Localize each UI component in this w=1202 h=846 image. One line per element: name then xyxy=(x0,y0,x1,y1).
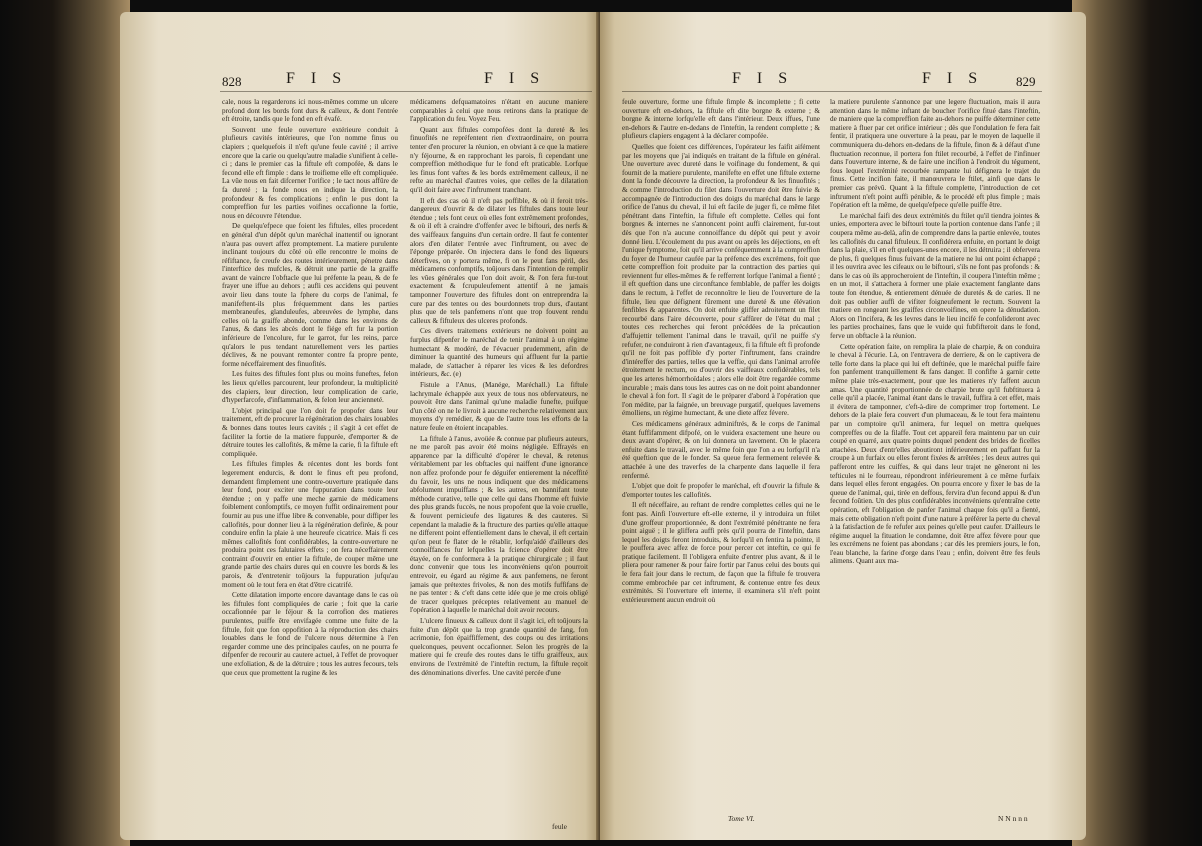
right-header-right: F I S xyxy=(922,70,984,87)
left-book-edge xyxy=(0,0,130,846)
paragraph: De quelqu'efpece que foient les fiftules, elles procedent en général d'un dépôt qu'un maréchal inattentif ou ignorant n'aura pas ouvert affez promptement. La matiere purulente inclinant toujours du côté où elle rencontre le moins de réfiftance, fe creufe des routes intérieurement, pénetre dans l'interftice des mufcles, & détruit une partie de la graiffe avant de vaincre l'obftacle que lui préfente la peau, & de fe frayer une iffue au dehors ; aufli ces accidens qui peuvent avoir lieu dans toute la fphere du corps de l'animal, fe manifeftent-ils plus fréquemment dans les parties membraneufes, glanduleufes, abreuvées de lymphe, dans celles où la graiffe abonde, comme dans les environs de l'anus, & dans les abcès dont le fiége eft fur la portion inférieure de l'encolure, fur le garrot, fur les reins, parce qu'alors le pus tendant naturellement vers les parties déclives, & ne pouvant remonter contre fa propre pente, forme néceffairement des finuofités. xyxy=(222,222,398,368)
right-book-edge xyxy=(1072,0,1202,846)
paragraph: Cette dilatation importe encore davantage dans le cas où les fiftules font compliquées de carie ; foit que la carie occafionnée par le féjour & la corrofion des matieres purulentes, puiffe être envifagée comme une fuite de la fiftule, foit que fon oppofition à la réproduction des chairs louables dans le fond de l'ulcere nous détermine à l'en regarder comme une des principales caufes, on ne pourra fe difpenfer de recourir au cautere actuel, à l'effet de provoquer une exfoliation, & de la détruire ; tous les autres fecours, tels que ceux que promettent la rugine & les xyxy=(222,591,398,677)
left-column-1 xyxy=(222,98,398,813)
paragraph: Quant aux fiftules compofées dont la dureté & les finuofités ne repréfentent rien d'extraordinaire, on pourra tenter d'en procurer la réunion, en obviant à ce que la matiere n'y féjourne, & en rapprochant les parois, fi cependant une compreffion méthodique fur le fond eft praticable. Lorfque les finus font vaftes & les bords extrêmement calleux, il ne refte au maréchal d'autres voies, que celles de la dilatation qu'il doit faire avec l'inftrument tranchant. xyxy=(410,125,588,194)
left-page xyxy=(120,12,600,840)
right-header-rule xyxy=(622,91,1042,92)
paragraph: Les fiftules fimples & récentes dont les bords font legerement endurcis, & dont le finus eft peu profond, demandent fimplement une contre-ouverture pratiquée dans leur fond, pour exciter une fuppuration dans toute leur étendue ; on y paffe une meche garnie de médicamens foiblement confomptifs, ce moyen fuffit ordinairement pour fournir au pus une iffue libre & convenable, pour diffiper les callofités, pour donner lieu à la régénération defirée, & pour conduire enfin la plaie à une heureufe cicatrice. Mais fi ces mêmes callofités font confidérables, la contre-ouverture ne produira point ces falutaires effets ; on fera néceffairement contraint d'ouvrir en entier la fiftule, de couper même une grande partie des chairs dures qui en couvre les bords & les parois, & d'entretenir toûjours la fuppuration jufqu'au moment où le tout fera en état d'être cicatrifé. xyxy=(222,460,398,589)
left-catchword: feule xyxy=(552,822,567,831)
volume-signature: Tome VI. xyxy=(728,814,755,823)
left-page-number: 828 xyxy=(222,74,242,89)
left-header-rule xyxy=(220,91,592,92)
paragraph: Souvent une feule ouverture extérieure conduit à plufieurs cavités intérieures, que l'on nomme finus ou clapiers ; quelquefois il n'eft qu'une feule cavité ; il arrive encore que la carie ou quelqu'autre maladie s'unifient à celle-ci ; dans le premier cas la fiftule eft compofée, & dans le fecond elle eft fimple : dans le troifieme elle eft compliquée. La vûe nous en fait difcerner l'orifice ; le tact nous affûre de fa dureté ; la fonde nous en indique la direction, la profondeur & fes complications ; enfin le pus dont la compreffion fur les parties voifines occafionne la fortie, nous en découvre l'étendue. xyxy=(222,125,398,220)
paragraph: feule ouverture, forme une fiftule fimple & incomplette ; fi cette ouverture eft en-dehors, la fiftule eft dite borgne & externe ; & borgne & interne lorfqu'elle eft dans l'intérieur. Deux iffues, l'une en-dehors & l'autre en-dedans de l'inteftin, la rendent complette ; & plufieurs clapiers engagent à la déclarer compofée. xyxy=(622,98,820,141)
right-page xyxy=(600,12,1086,840)
right-column-2 xyxy=(830,98,1040,813)
right-header-left: F I S xyxy=(732,70,794,87)
right-column-1 xyxy=(622,98,820,808)
left-header-right: F I S xyxy=(484,70,546,87)
paragraph: L'ulcere finueux & calleux dont il s'agit ici, eft toûjours la fuite d'un dépôt que la trop grande quantité de fang, fon acrimonie, fon épaiffiffement, des coups ou des irritations quelconques, peuvent occafionner. Selon les progrès de la matiere qui fe creufe des routes dans le tiffu graiffeux, aux environs de l'extrémité de l'inteftin rectum, la fiftule reçoit des dénominations diverfes. Une cavité percée d'une xyxy=(410,617,588,677)
paragraph: Les fuites des fiftules font plus ou moins funeftes, felon les lieux qu'elles parcourent, leur profondeur, la multiplicité des clapiers, leur direction, leur complication de carie, d'hyperfarcofe, d'inflammation, & felon leur ancienneté. xyxy=(222,370,398,405)
right-catchword: N N n n n xyxy=(998,814,1028,823)
paragraph: L'objet principal que l'on doit fe propofer dans leur traitement, eft de procurer la régénération des chairs louables & bonnes dans toutes leurs cavités ; il s'agit à cet effet de faciliter la fortie de la matiere fuppurée, d'emporter & de détruire toutes les callofités, & même la carie, fi la fiftule eft compliquée. xyxy=(222,406,398,458)
paragraph: Il eft néceffaire, au reftant de rendre complettes celles qui ne le font pas. Ainfi l'ouverture eft-elle externe, il y introduira un ftilet d'une groffeur proportionnée, & dont l'extrémité pénétrante ne fera point aiguë ; il le gliffera auffi près qu'il pourra de l'inteftin, dans lequel les doigts feront introduits, & lorfqu'il en fentira la pointe, il le pouffera avec affez de force pour percer cet inteftin, ce qui fe pratique facilement. Il l'obligera enfuite d'entrer plus avant, & il le pliera pour ramener & pour faire fortir par l'anus celui des bouts qui le fera fait jour dans le rectum, de façon que la fiftule fe trouvera comme embrochée par cet inftrument, & contenue entre fes deux extrémités. Si l'ouverture eft interne, il examinera s'il n'eft point extérieurement aucun endroit où xyxy=(622,501,820,604)
paragraph: Cette opération faite, on remplira la plaie de charpie, & on conduira le cheval à l'écurie. Là, on l'entravera de derriere, & on le captivera de telle forte dans la place qui lui eft deftinée, que le maréchal puiffe faire fon panfement tranquillement & fans danger. Il confifte à garnir cette même plaie très-exactement, pour que les matieres n'y faffent aucun amas. Une quantité proportionnée de charpie brute qu'il fubftituera à celle qu'il a placée, l'animal étant dans le travail, fuffira à cet effet, mais il évitera de tamponner, c'eft-à-dire de comprimer trop fortement. Le dehors de la plaie fera couvert d'un plumaceau, & le tout fera maintenu par un comptoire qu'il animera, fur lequel on mettra quelques compreffes ou de la filaffe. Tout cet appareil fera maintenu par un cuir coupé en quarré, aux quatre points duquel pendent des brides de ficelles attachées. Deux d'entr'elles aboutiront inférieurement en paffant fur la croupe à un furfaix ou elles feront fixées & arrêtées ; les deux autres qui pafferont entre les cuiffes, & qui dans leur trajet ne gêneront ni les tefticules ni le fourreau, répondront inférieurement à ce même furfaix dans lequel elles feront engagées. On pourra encore y fixer le bas de la queue de l'animal, qui, tirée en deffous, fervira d'un fecond appui & d'un fecond foûtien. Un des plus confidérables inconvéniens qu'entraîne cette opération, eft l'obligation de panfer l'animal chaque fois qu'il a fienté, mais cette obligation n'eft point d'une nature à préférer la perte du cheval à la fatisfaction de fe refufer aux peines qu'elle peut caufer. D'ailleurs le régime auquel la fituation le condamne, doit être affez févere pour que les excrémens ne foient pas abondans ; car dès les premiers jours, le fon, l'eau blanche, la farine d'orge dans l'eau ; enfin, doivent être fes feuls alimens. Quant aux ma- xyxy=(830,342,1040,566)
paragraph: Quelles que foient ces différences, l'opérateur les faifit aifément par les moyens que j'ai indiqués en traitant de la fiftule en général. Une ouverture avec dureté dans le voifinage du fondement, & qui fournit de la matiere purulente, manifefte en effet une fiftule externe dont la fonde découvre la direction, la profondeur & les finuofités ; & comme l'introduction du filet dans l'ouverture doit être fuivie & accompagnée de l'introduction des doigts du maréchal dans le large orifice de l'anus du cheval, il lui eft facile de juger fi, ce même filet pénétrant dans l'inteftin, la fiftule eft complette. Celles qui font borgnes & internes ne s'annoncent point auffi clairement, fur-tout dès que l'on n'a aucune connoiffance du dépôt qui peut y avoir donné lieu. L'écoulement du pus avant ou après les déjections, en eft l'unique fymptome, foit qu'il arrive conféquemment à la compreffion du foyer de l'humeur caufée par la préfence des excrémens, foit que cette compreffion foit produite par la contraction des parties qui reviennent fur elles-mêmes & fe refferrent lorfque l'animal a fienté ; il eft queftion dans une circonftance femblable, de paffer les doigts dans le rectum, à l'effet de reconnoître le lieu de l'ouverture de la fiftule, lieu que défignent fûrement une dureté & une élévation fenfibles & apparentes. On doit enfuite gliffer adroitement un filet recourbé dans l'aire découverte, pour s'affûrer de l'état du mal ; toutes ces recherches qui feront précédées de la précaution d'affujettir tellement l'animal dans le travail, qu'il ne puiffe s'y refufer, ne conduiront à rien d'avantageux, fi la fiftule eft fi profonde qu'il ne foit pas poffible d'y porter l'inftrument, fans craindre d'intéreffer des parties, telles que la veffie, qui dans l'animal arrofée étroitement le rectum, ou d'ouvrir des vaiffeaux confidérables, tels que les arteres hémorrhoïdales ; alors elle doit être regardée comme incurable ; mais dans tous les autres cas on ne doit point abandonner le cheval à fon fort. Il s'agit de le préparer d'abord à l'opération que l'on médite, par la faignée, un breuvage purgatif, quelques lavemens émolliens, un régime humectant, & une diete affez févere. xyxy=(622,142,820,418)
paragraph: Fistule a l'Anus, (Manége, Maréchall.) La fiftule lachrymale échappée aux yeux de tous nos obfervateurs, ne pouvoit être dans l'animal qu'une maladie funefte, puifque d'un côté on ne le livroit à aucune recherche relativement aux moyens d'y remédier, & que de l'autre tous les efforts de la nature feule en étoient incapables. xyxy=(410,381,588,432)
paragraph: Il eft des cas où il n'eft pas poffible, & où il feroit très-dangereux d'ouvrir & de dilater les fiftules dans toute leur étendue ; tels font ceux où elles font extrêmement profondes, & où il eft à craindre d'offenfer avec le biftouri, des nerfs & des vaiffeaux fanguins d'un certain ordre. Il faut fe contenter alors d'en dilater l'entrée avec l'inftrument, ou avec de l'éponge préparée. On injectera dans le fond des liqueurs déterfives, on y portera même, fi on le peut fans péril, des médicamens confomptifs, toûjours dans l'intention de remplir les vûes générales que l'on doit avoir, & l'on fera fur-tout exactement & fcrupuleufement attentif à ne jamais tamponner l'ouverture des fiftules dont on entreprendra la cure par des tentes ou des bourdonnets trop durs, d'autant plus que de tels panfemens n'ont que trop fouvent rendu calleux & fiftuleux des ulceres profonds. xyxy=(410,196,588,325)
paragraph: Ces médicamens généraux adminiftrés, & le corps de l'animal étant fuffifamment difpofé, on le vuidera exactement une heure ou deux avant d'opérer, & on lui donnera un lavement. On le placera enfuite dans le travail, avec le même foin que l'on a eu lorfqu'il n'a été queftion que de le fonder. Sa queue fera fermement relevée & attachée à une des traverfes de la charpente dans laquelle il fera renfermé. xyxy=(622,419,820,480)
paragraph: L'objet que doit fe propofer le maréchal, eft d'ouvrir la fiftule & d'emporter toutes les callofités. xyxy=(622,482,820,499)
left-header-left: F I S xyxy=(286,70,348,87)
paragraph: Le maréchal faifi des deux extrémités du ftilet qu'il tiendra jointes & unies, emportera avec le biftouri toute la portion contenue dans l'anfe ; il coupera même au-delà, afin de comprendre dans la partie enlevée, toutes les callofités du canal fiftuleux. Il confidérera enfuite, en portant le doigt dans la plaie, s'il en eft quelques-unes encore, il les détruira ; il obfervera de plus, fi quelques finus fuivant de la matiere ne lui ont point échappé ; il les ouvrira avec les cifeaux ou le biftouri, s'ils ne font pas profonds : & dans le cas où ils approcheroient de l'inteftin, il coupera l'inteftin même ; en un mot, il s'attachera à former une plaie exactement fanglante dans toute fon étendue, & entierement dénuée de duretés & de caries. Il ne doit pas oublier auffi de vifiter foigneufement le rectum. Souvent la matiere en rongeant les graiffes circonvoifines, en opere la dénudation. Alors on l'incifera, & les levres dans le lieu incifé fe confolideront avec les parties prochaines, fans que le vuide qui fubfifteroit dans le fond, ferve un obftacle à la réunion. xyxy=(830,211,1040,341)
paragraph: cale, nous la regarderons ici nous-mêmes comme un ulcere profond dont les bords font durs & calleux, & dont l'entrée eft étroite, tandis que le fond en eft évafé. xyxy=(222,98,398,124)
paragraph: médicamens defquamatoires n'étant en aucune maniere comparables à celui que nous retirons dans la pratique de l'application du feu. Voyez Feu. xyxy=(410,98,588,124)
left-column-2 xyxy=(410,98,588,813)
paragraph: La fiftule à l'anus, avoüée & connue par plufieurs auteurs, ne me paroît pas avoir été moins négligée. Effrayés en apparence par la difficulté d'opérer le cheval, & retenus véritablement par les obftacles qui naiffent d'une ignorance non affez profonde pour fe déguifer entierement la néceffité du favoir, les uns ne nous indiquent que des médicamens abfolument impuiffans ; & les autres, en bannifant toute méthode curative, telle que celle qui dans l'homme eft fuivie des plus grands fuccès, ne nous propofent que la voie cruelle, & fouvent pernicieufe des ligatures & des cauteres. Si cependant la maladie & la ftructure des parties qu'elle attaque ne different point effentiellement dans le cheval, il eft certain qu'on peut fe flater de le rétablir, lorfqu'aidé d'ailleurs des connoiffances fur lefquelles la fcience d'opérer doit être étayée, on fe conformera à la pratique chirurgicale ; il faut donc convenir que tous les inconvéniens qu'on pourroit entrevoir, eu égard au régime & aux panfemens, ne feront jamais que prétextes frivoles, & non des motifs fuffifans de ne pas tenter : & c'eft dans cette idée que je me crois obligé de tracer quelques préceptes relativement au manuel de l'opération à laquelle le maréchal doit avoir recours. xyxy=(410,434,588,615)
right-page-number: 829 xyxy=(1016,74,1036,89)
paragraph: la matiere purulente s'annonce par une legere fluctuation, mais il aura attention dans le même inftant de boucher l'orifice fitué dans l'inteftin, de maniere que la compreffion faite au-dehors ne puiffe déterminer cette matiere à fluer par cet orifice intérieur ; dès que l'ondulation fe fera fait fentir, il pratiquera une ouverture à la peau, par le moyen de laquelle il communiquera du-dehors en-dedans de la fiftule, finon & à défaut d'une fluctuation reconnue, il portera fon ftilet recourbé, à l'effet de l'infinuer dans l'ouverture interne, & de faire une incifion à l'endroit du tégument, fous lequel l'extrémité recourbée rampante lui défignera le trajet du finus. Cette incifion faite, il manœuvrera le ftilet, ainfi que dans le premier cas prévû. Quant à la fiftule complette, l'introduction de cet inftrument n'eft point auffi pénible, & le procédé eft plus fimple ; mais l'opération eft la même, de quelqu'efpece qu'elle puiffe être. xyxy=(830,98,1040,210)
paragraph: Ces divers traitemens extérieurs ne doivent point au furplus difpenfer le maréchal de tenir l'animal à un régime humectant & modéré, de l'évacuer prudemment, afin de diminuer la quantité des humeurs qui affluent fur la partie malade, de s'attacher à réparer les vices & les defordres intérieurs, &c. (e) xyxy=(410,327,588,379)
